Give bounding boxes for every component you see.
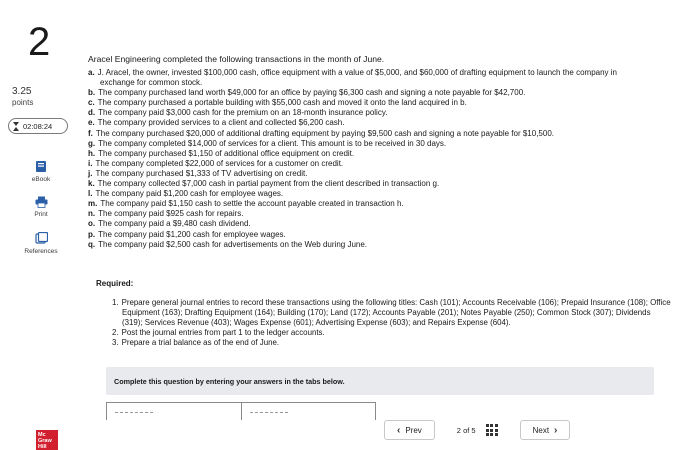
list-item: h. The company purchased $1,150 of additional office equipment on credit. (88, 148, 355, 158)
answer-tabs (106, 402, 376, 420)
chevron-right-icon: › (554, 424, 558, 436)
hourglass-icon (13, 122, 20, 131)
next-button[interactable]: Next › (520, 420, 571, 440)
list-item: n. The company paid $925 cash for repairs. (88, 209, 244, 219)
list-item: 1. Prepare general journal entries to record these transactions using the following titles: Cash (101); Accounts Receivable (106); Prepaid Insurance (108); Office Equipment (163); Drafting Equipment (164); Building (170); Land (172); Accounts Payable (201); Notes Payable (250); Common Stock (307); Dividends (319); Services Revenue (403); Wages Expense (601); Advertising Expense (603); and Repairs Expense (604). (112, 298, 671, 327)
points-value: 3.25 (12, 86, 32, 97)
list-item: a. J. Aracel, the owner, invested $100,000 cash, office equipment with a value of $5,000, and $60,000 of drafting equipment to launch the company in exchange for common stock. (88, 68, 617, 88)
chevron-left-icon: ‹ (397, 424, 401, 436)
references-button[interactable] (16, 232, 66, 255)
list-item: c. The company purchased a portable building with $55,000 cash and moved it onto the land acquired in b. (88, 98, 467, 108)
list-item: l. The company paid $1,200 cash for employee wages. (88, 189, 284, 199)
timer-value: 02:08:24 (23, 121, 53, 131)
print-label: Print (34, 211, 48, 218)
list-item: k. The company collected $7,000 cash in partial payment from the client described in transaction g. (88, 179, 440, 189)
print-icon (35, 196, 48, 208)
list-item: o. The company paid a $9,480 cash dividend. (88, 219, 251, 229)
list-item: b. The company purchased land worth $49,000 for an office by paying $6,300 cash and signing a note payable for $42,700. (88, 88, 526, 98)
references-label: References (24, 248, 58, 255)
answer-tab[interactable] (107, 403, 242, 420)
answer-tab[interactable] (242, 403, 376, 420)
points-label: points (12, 98, 34, 107)
complete-instructions: Complete this question by entering your answers in the tabs below. (106, 367, 654, 395)
ebook-button[interactable] (16, 160, 66, 183)
list-item: m. The company paid $1,150 cash to settle the account payable created in transaction h. (88, 199, 404, 209)
list-item: q. The company paid $2,500 cash for advertisements on the Web during June. (88, 239, 368, 249)
question-number: 2 (28, 20, 51, 64)
list-item: e. The company provided services to a client and collected $6,200 cash. (88, 118, 345, 128)
list-item: f. The company purchased $20,000 of additional drafting equipment by paying $9,500 cash and signing a note payable for $10,500. (88, 128, 554, 138)
question-intro: Aracel Engineering completed the following transactions in the month of June. (88, 54, 385, 64)
list-item: i. The company completed $22,000 of services for a customer on credit. (88, 158, 344, 168)
ebook-label: eBook (31, 176, 51, 183)
required-heading: Required: (96, 279, 134, 288)
ebook-icon (35, 160, 47, 173)
list-item: d. The company paid $3,000 cash for the premium on an 18-month insurance policy. (88, 108, 388, 118)
grid-icon[interactable] (486, 424, 498, 436)
list-item: p. The company paid $1,200 cash for employee wages. (88, 229, 286, 239)
timer (8, 118, 68, 134)
list-item: g. The company completed $14,000 of services for a client. This amount is to be received in 30 days. (88, 138, 447, 148)
list-item: 2. Post the journal entries from part 1 to the ledger accounts. (112, 328, 325, 337)
transaction-list (88, 68, 648, 250)
required-list (112, 298, 672, 348)
print-button[interactable] (16, 196, 66, 218)
list-item: 3. Prepare a trial balance as of the end of June. (112, 338, 280, 347)
pagination (384, 418, 644, 442)
left-rail (0, 0, 78, 450)
list-item: j. The company purchased $1,333 of TV advertising on credit. (88, 168, 308, 178)
mcgraw-hill-logo: Mc Graw Hill (36, 430, 58, 450)
page-indicator: 2 of 5 (456, 425, 476, 435)
prev-button[interactable]: ‹ Prev (384, 420, 435, 440)
references-icon (35, 232, 48, 245)
